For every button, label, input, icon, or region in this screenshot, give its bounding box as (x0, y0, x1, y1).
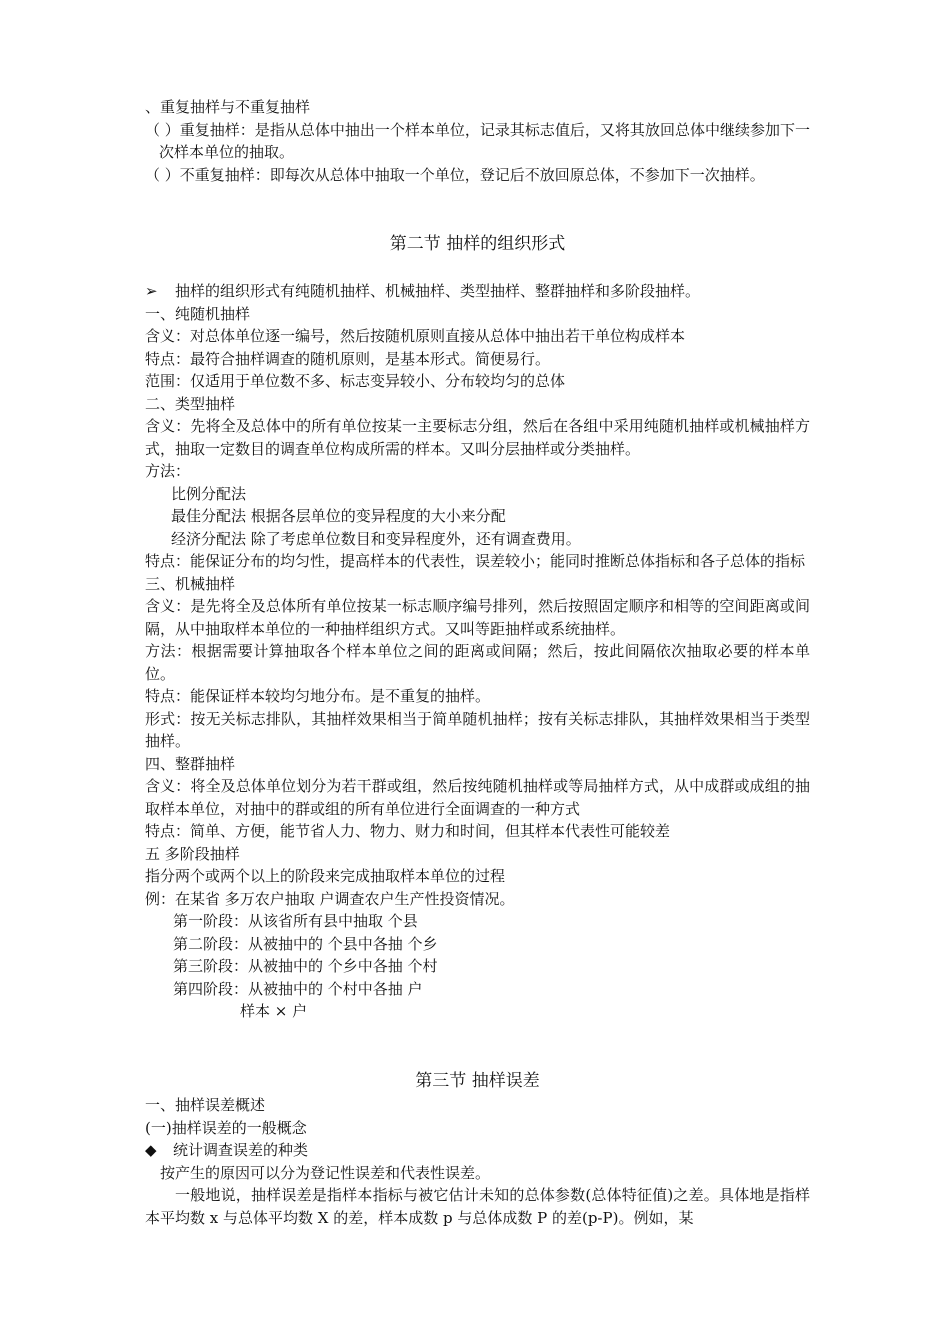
heading-mechanical: 三、机械抽样 (145, 574, 236, 593)
heading-multistage: 五 多阶段抽样 (145, 844, 240, 863)
section-title: 第二节 抽样的组织形式 (389, 234, 566, 254)
mechanical-method: 方法：根据需要计算抽取各个样本单位之间的距离或间隔；然后，按此间隔依次抽取必要的样本单位。 (145, 642, 810, 683)
mechanical-meaning: 含义：是先将全及总体所有单位按某一标志顺序编号排列，然后按照固定顺序和相等的空间距离或间隔，从中抽取样本单位的一种抽样组织方式。又叫等距抽样或系统抽样。 (145, 597, 810, 638)
sample-formula: 样本 × 户 (240, 1002, 308, 1020)
blank-line (145, 1045, 810, 1068)
random-scope: 范围：仅适用于单位数不多、标志变异较小、分布较均匀的总体 (145, 372, 566, 390)
mechanical-feature: 特点：能保证样本较均匀地分布。是不重复的抽样。 (145, 687, 491, 705)
random-meaning: 含义：对总体单位逐一编号，然后按随机原则直接从总体中抽出若干单位构成样本 (145, 327, 686, 345)
mechanical-form: 形式：按无关标志排队，其抽样效果相当于简单随机抽样；按有关标志排队，其抽样效果相当于类型抽样。 (145, 709, 810, 750)
diamond-bullet-icon: ◆ (145, 1141, 157, 1159)
document-page (145, 96, 810, 1229)
intro-text: 抽样的组织形式有纯随机抽样、机械抽样、类型抽样、整群抽样和多阶段抽样。 (175, 282, 701, 300)
stage-1: 第一阶段：从该省所有县中抽取 个县 (173, 912, 418, 930)
cluster-meaning: 含义：将全及总体单位划分为若干群或组，然后按纯随机抽样或等局抽样方式，从中成群或成组的抽取样本单位，对抽中的群或组的所有单位进行全面调查的一种方式 (145, 777, 810, 818)
general-definition: 一般地说，抽样误差是指样本指标与被它估计未知的总体参数(总体特征值)之差。具体地是指样本平均数 x 与总体平均数 X 的差，样本成数 p 与总体成数 P 的差(p-P)。例如，某 (145, 1186, 810, 1227)
blank-line (145, 258, 810, 281)
type-method-2: 最佳分配法 根据各层单位的变异程度的大小来分配 (171, 507, 506, 525)
types-text: 统计调查误差的种类 (173, 1141, 309, 1159)
type-method-3: 经济分配法 除了考虑单位数目和变异程度外，还有调查费用。 (171, 529, 581, 548)
paragraph-repeat-sampling: （ ）重复抽样：是指从总体中抽出一个样本单位，记录其标志值后，又将其放回总体中继续参加下一次样本单位的抽取。 (145, 120, 810, 161)
random-feature: 特点：最符合抽样调查的随机原则，是基本形式。简便易行。 (145, 349, 551, 368)
type-feature: 特点：能保证分布的均匀性，提高样本的代表性，误差较小；能同时推断总体指标和各子总体的指标 (145, 552, 806, 570)
intro-line (145, 280, 810, 303)
paragraph-nonrepeat-sampling: （ ）不重复抽样：即每次从总体中抽取一个单位，登记后不放回原总体，不参加下一次抽样。 (145, 165, 765, 184)
subheading-concept: (一)抽样误差的一般概念 (145, 1118, 307, 1137)
stage-3: 第三阶段：从被抽中的 个乡中各抽 个村 (173, 957, 438, 975)
heading-type: 二、类型抽样 (145, 394, 236, 413)
blank-line (145, 186, 810, 209)
type-method-1: 比例分配法 (171, 484, 247, 503)
stage-2: 第二阶段：从被抽中的 个县中各抽 个乡 (173, 934, 438, 953)
blank-line (145, 1023, 810, 1046)
types-line (145, 1139, 810, 1162)
type-meaning: 含义：先将全及总体中的所有单位按某一主要标志分组，然后在各组中采用纯随机抽样或机械抽样方式，抽取一定数目的调查单位构成所需的样本。又叫分层抽样或分类抽样。 (145, 417, 810, 458)
multistage-example: 例：在某省 多万农户抽取 户调查农户生产性投资情况。 (145, 889, 515, 908)
cluster-feature: 特点：简单、方便，能节省人力、物力、财力和时间，但其样本代表性可能较差 (145, 822, 671, 840)
paragraph-sampling-types: 、重复抽样与不重复抽样 (145, 98, 311, 116)
types-desc: 按产生的原因可以分为登记性误差和代表性误差。 (160, 1163, 491, 1182)
overview-heading: 一、抽样误差概述 (145, 1096, 266, 1114)
heading-cluster: 四、整群抽样 (145, 754, 236, 773)
blank-line (145, 209, 810, 232)
multistage-def: 指分两个或两个以上的阶段来完成抽取样本单位的过程 (145, 867, 506, 885)
section-title-3: 第三节 抽样误差 (415, 1070, 540, 1091)
arrow-bullet-icon: ➢ (145, 282, 158, 300)
stage-4: 第四阶段：从被抽中的 个村中各抽 户 (173, 979, 423, 998)
heading-random: 一、纯随机抽样 (145, 304, 251, 323)
type-method: 方法： (145, 462, 191, 480)
